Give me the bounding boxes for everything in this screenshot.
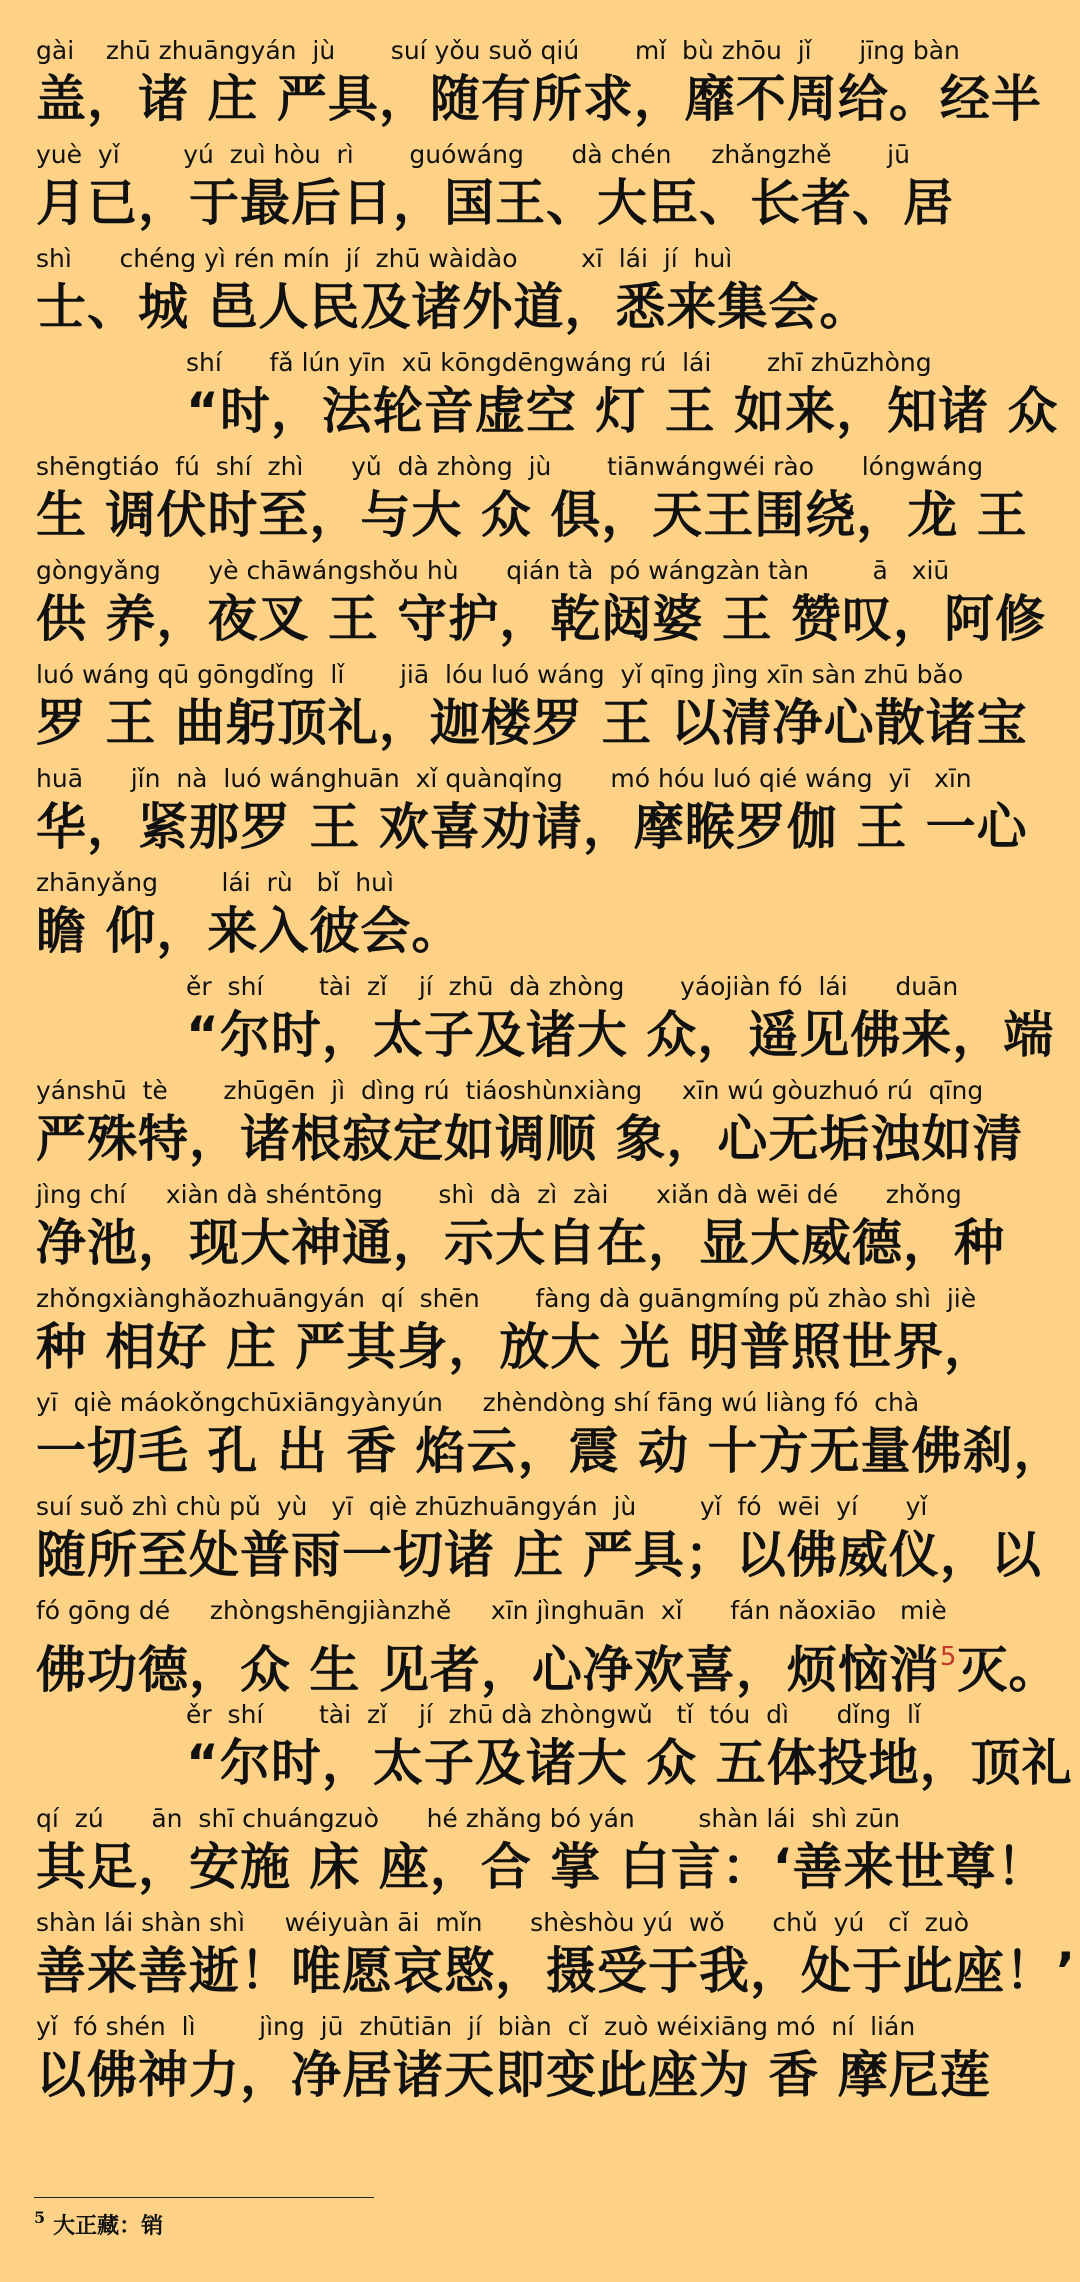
pinyin-line: shí fǎ lún yīn xū kōngdēngwáng rú lái zhī zhūzhòng <box>186 348 932 377</box>
text-line <box>36 36 1046 140</box>
pinyin-line: zhǒngxiànghǎozhuāngyán qí shēn fàng dà guāngmíng pǔ zhào shì jiè <box>36 1284 977 1313</box>
text-line <box>36 1388 1065 1492</box>
text-line <box>36 1908 1076 2012</box>
text-line <box>36 452 1046 556</box>
hanzi-line <box>36 1420 1065 1482</box>
hanzi-text: 种 相好 庄 严其身，放大 光 明普照世界， <box>36 1318 996 1376</box>
hanzi-line <box>36 1626 1060 1701</box>
hanzi-text: 士、城 邑人民及诸外道，悉来集会。 <box>36 278 871 336</box>
hanzi-line <box>36 276 1046 338</box>
hanzi-text: 瞻 仰，来入彼会。 <box>36 902 463 960</box>
hanzi-text: 华，紧那罗 王 欢喜劝请，摩睺罗伽 王 一心 <box>36 798 1028 856</box>
hanzi-text: 善来善逝！唯愿哀愍，摄受于我，处于此座！’ <box>36 1942 1076 2000</box>
text-line <box>36 348 1059 452</box>
pinyin-line: shēngtiáo fú shí zhì yǔ dà zhòng jù tiānwángwéi rào lóngwáng <box>36 452 984 481</box>
hanzi-line <box>36 1108 1046 1170</box>
hanzi-line <box>36 1316 1046 1378</box>
hanzi-line <box>36 1212 1046 1274</box>
pinyin-line: shàn lái shàn shì wéiyuàn āi mǐn shèshòu yú wǒ chǔ yú cǐ zuò <box>36 1908 969 1937</box>
text-line <box>36 1076 1046 1180</box>
text-line <box>36 868 1046 972</box>
footnote-marker[interactable]: 5 <box>939 1642 958 1672</box>
text-line <box>36 244 1046 348</box>
pinyin-line: suí suǒ zhì chù pǔ yù yī qiè zhūzhuāngyán jù yǐ fó wēi yí yǐ <box>36 1492 928 1521</box>
hanzi-line <box>36 588 1046 650</box>
pinyin-line: luó wáng qū gōngdǐng lǐ jiā lóu luó wáng yǐ qīng jìng xīn sàn zhū bǎo <box>36 660 964 689</box>
scripture-page <box>36 36 1076 2116</box>
hanzi-line <box>36 380 1059 442</box>
pinyin-line: yuè yǐ yú zuì hòu rì guówáng dà chén zhǎngzhě jū <box>36 140 910 169</box>
pinyin-line: gài zhū zhuāngyán jù suí yǒu suǒ qiú mǐ bù zhōu jǐ jīng bàn <box>36 36 960 65</box>
hanzi-text: 佛功德，众 生 见者，心净欢喜，烦恼消 <box>36 1641 940 1699</box>
text-line <box>36 556 1046 660</box>
pinyin-line: qí zú ān shī chuángzuò hé zhǎng bó yán shàn lái shì zūn <box>36 1804 901 1833</box>
hanzi-line <box>36 1524 1046 1586</box>
pinyin-line: yī qiè máokǒngchūxiāngyànyún zhèndòng shí fāng wú liàng fó chà <box>36 1388 920 1417</box>
hanzi-text: 月已，于最后日，国王、大臣、长者、居 <box>36 174 954 232</box>
hanzi-text: 净池，现大神通，示大自在，显大威德，种 <box>36 1214 1005 1272</box>
hanzi-text: 以佛神力，净居诸天即变此座为 香 摩尼莲 <box>36 2046 991 2104</box>
text-line <box>36 1804 1046 1908</box>
hanzi-line <box>36 796 1046 858</box>
text-line <box>36 972 1055 1076</box>
hanzi-text: 盖，诸 庄 严具，随有所求，靡不周给。经半 <box>36 70 1042 128</box>
text-line <box>36 140 1046 244</box>
text-line <box>36 1492 1046 1596</box>
pinyin-line: yánshū tè zhūgēn jì dìng rú tiáoshùnxiàng xīn wú gòuzhuó rú qīng <box>36 1076 984 1105</box>
text-line <box>36 1284 1046 1388</box>
hanzi-text: “尔时，太子及诸大 众，遥见佛来，端 <box>186 1006 1055 1064</box>
text-line <box>36 2012 1046 2116</box>
hanzi-line <box>36 484 1046 546</box>
hanzi-line <box>36 692 1046 754</box>
hanzi-line <box>36 172 1046 234</box>
pinyin-line: shì chéng yì rén mín jí zhū wàidào xī lái jí huì <box>36 244 733 273</box>
hanzi-text: 供 养，夜叉 王 守护，乾闼婆 王 赞叹，阿修 <box>36 590 1047 648</box>
text-line <box>36 660 1046 764</box>
pinyin-line: ěr shí tài zǐ jí zhū dà zhòng yáojiàn fó lái duān <box>186 972 959 1001</box>
hanzi-line <box>36 1940 1076 2002</box>
hanzi-text: “时，法轮音虚空 灯 王 如来，知诸 众 <box>186 382 1059 440</box>
hanzi-line <box>36 900 1046 962</box>
pinyin-line: jìng chí xiàn dà shéntōng shì dà zì zài xiǎn dà wēi dé zhǒng <box>36 1180 962 1209</box>
hanzi-text: 严殊特，诸根寂定如调顺 象，心无垢浊如清 <box>36 1110 1024 1168</box>
text-line <box>36 1700 1073 1804</box>
hanzi-text: 罗 王 曲躬顶礼，迦楼罗 王 以清净心散诸宝 <box>36 694 1028 752</box>
pinyin-line: fó gōng dé zhòngshēngjiànzhě xīn jìnghuān xǐ fán nǎoxiāo miè <box>36 1596 947 1625</box>
hanzi-text: “尔时，太子及诸大 众 五体投地，顶礼 <box>186 1734 1073 1792</box>
footnote <box>34 2208 163 2240</box>
hanzi-line <box>36 2044 1046 2106</box>
pinyin-line: yǐ fó shén lì jìng jū zhūtiān jí biàn cǐ zuò wéixiāng mó ní lián <box>36 2012 916 2041</box>
text-line <box>36 1180 1046 1284</box>
hanzi-text: 生 调伏时至，与大 众 俱，天王围绕，龙 王 <box>36 486 1028 544</box>
footnote-text: 大正藏：销 <box>53 2213 164 2239</box>
text-line <box>36 1596 1060 1700</box>
pinyin-line: zhānyǎng lái rù bǐ huì <box>36 868 394 897</box>
hanzi-text-after-marker: 灭。 <box>957 1641 1060 1699</box>
hanzi-text: 其足，安施 床 座，合 掌 白言：‘善来世尊！ <box>36 1838 1048 1896</box>
hanzi-text: 一切毛 孔 出 香 焰云，震 动 十方无量佛刹， <box>36 1422 1065 1480</box>
hanzi-line <box>36 1732 1073 1794</box>
hanzi-line <box>36 68 1046 130</box>
text-line <box>36 764 1046 868</box>
hanzi-line <box>36 1004 1055 1066</box>
hanzi-text: 随所至处普雨一切诸 庄 严具；以佛威仪，以 <box>36 1526 1042 1584</box>
pinyin-line: gòngyǎng yè chāwángshǒu hù qián tà pó wángzàn tàn ā xiū <box>36 556 950 585</box>
footnote-divider <box>34 2197 374 2198</box>
pinyin-line: ěr shí tài zǐ jí zhū dà zhòngwǔ tǐ tóu dì dǐng lǐ <box>186 1700 921 1729</box>
pinyin-line: huā jǐn nà luó wánghuān xǐ quànqǐng mó hóu luó qié wáng yī xīn <box>36 764 972 793</box>
footnote-number: 5 <box>34 2208 46 2227</box>
hanzi-line <box>36 1836 1046 1898</box>
